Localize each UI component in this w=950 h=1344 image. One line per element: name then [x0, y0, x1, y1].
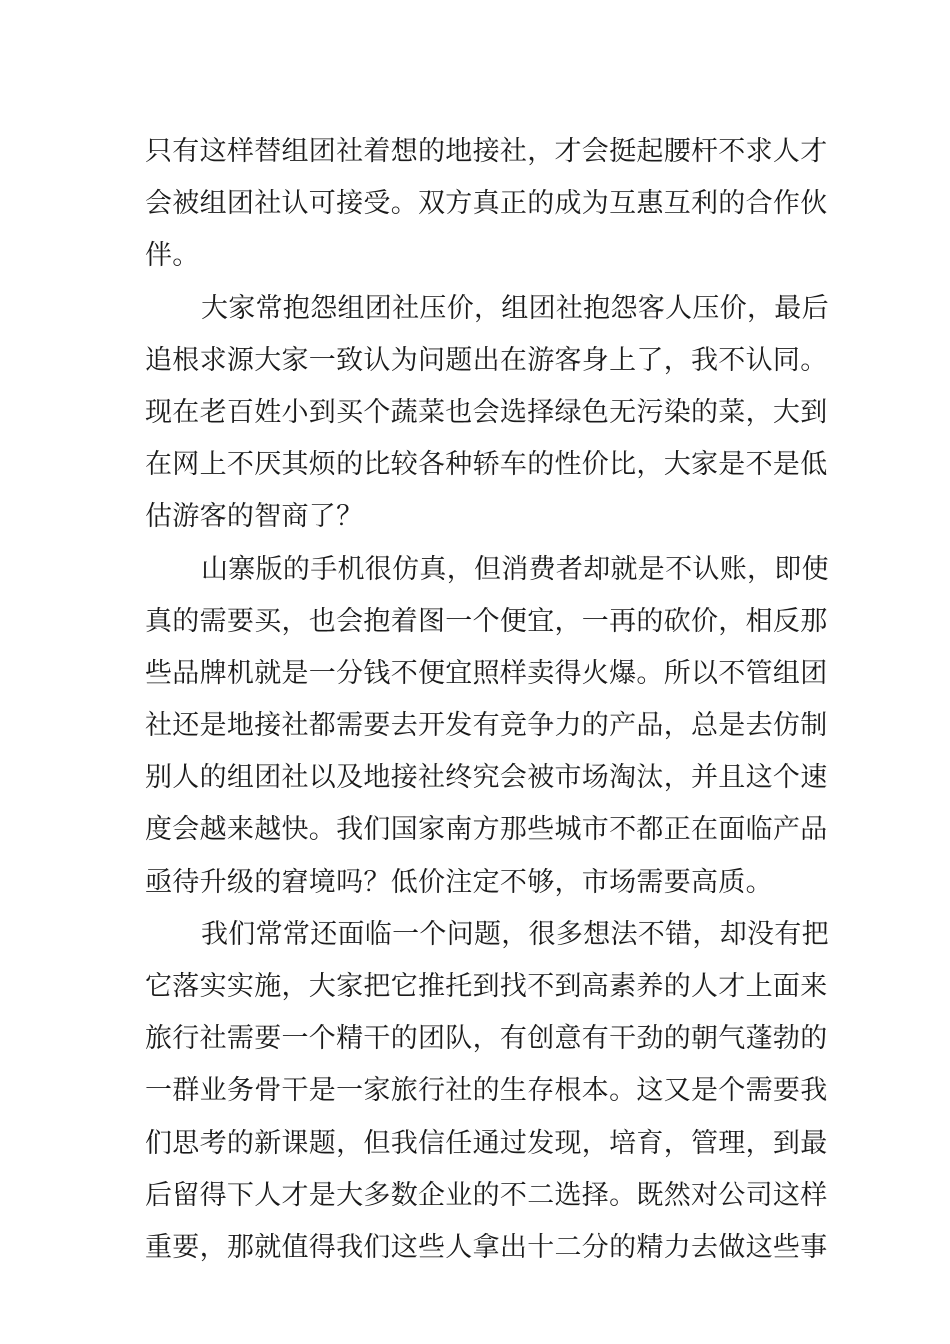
text-line: 现在老百姓小到买个蔬菜也会选择绿色无污染的菜，大到	[145, 396, 828, 428]
text-line: 重要，那就值得我们这些人拿出十二分的精力去做这些事	[145, 1231, 828, 1263]
text-line: 们思考的新课题，但我信任通过发现，培育，管理，到最	[145, 1127, 828, 1159]
body-text	[145, 126, 829, 1274]
text-line: 它落实实施，大家把它推托到找不到高素养的人才上面来	[145, 971, 828, 1002]
text-line: 度会越来越快。我们国家南方那些城市不都正在面临产品	[145, 814, 828, 846]
text-line: 估游客的智商了？	[145, 501, 364, 533]
text-line: 旅行社需要一个精干的团队，有创意有干劲的朝气蓬勃的	[145, 1023, 828, 1055]
text-line: 亟待升级的窘境吗？低价注定不够，市场需要高质。	[145, 866, 773, 898]
text-line: 后留得下人才是大多数企业的不二选择。既然对公司这样	[145, 1179, 828, 1211]
text-line: 别人的组团社以及地接社终究会被市场淘汰，并且这个速	[145, 762, 828, 794]
text-line: 社还是地接社都需要去开发有竞争力的产品，总是去仿制	[145, 710, 828, 742]
text-line: 伴。	[145, 240, 200, 272]
text-line: 只有这样替组团社着想的地接社，才会挺起腰杆不求人才	[145, 136, 828, 167]
text-line: 会被组团社认可接受。双方真正的成为互惠互利的合作伙	[145, 188, 828, 220]
paragraph-first-line: 山寨版的手机很仿真，但消费者却就是不认账，即使	[201, 553, 829, 585]
text-line: 些品牌机就是一分钱不便宜照样卖得火爆。所以不管组团	[145, 657, 828, 689]
text-line: 在网上不厌其烦的比较各种轿车的性价比，大家是不是低	[145, 449, 828, 481]
text-line: 追根求源大家一致认为问题出在游客身上了，我不认同。	[145, 344, 828, 376]
text-line: 一群业务骨干是一家旅行社的生存根本。这又是个需要我	[145, 1075, 828, 1107]
paragraph-first-line: 我们常常还面临一个问题，很多想法不错，却没有把	[201, 918, 829, 950]
paragraph-first-line: 大家常抱怨组团社压价，组团社抱怨客人压价，最后	[201, 292, 829, 324]
text-line: 真的需要买，也会抱着图一个便宜，一再的砍价，相反那	[145, 605, 828, 637]
